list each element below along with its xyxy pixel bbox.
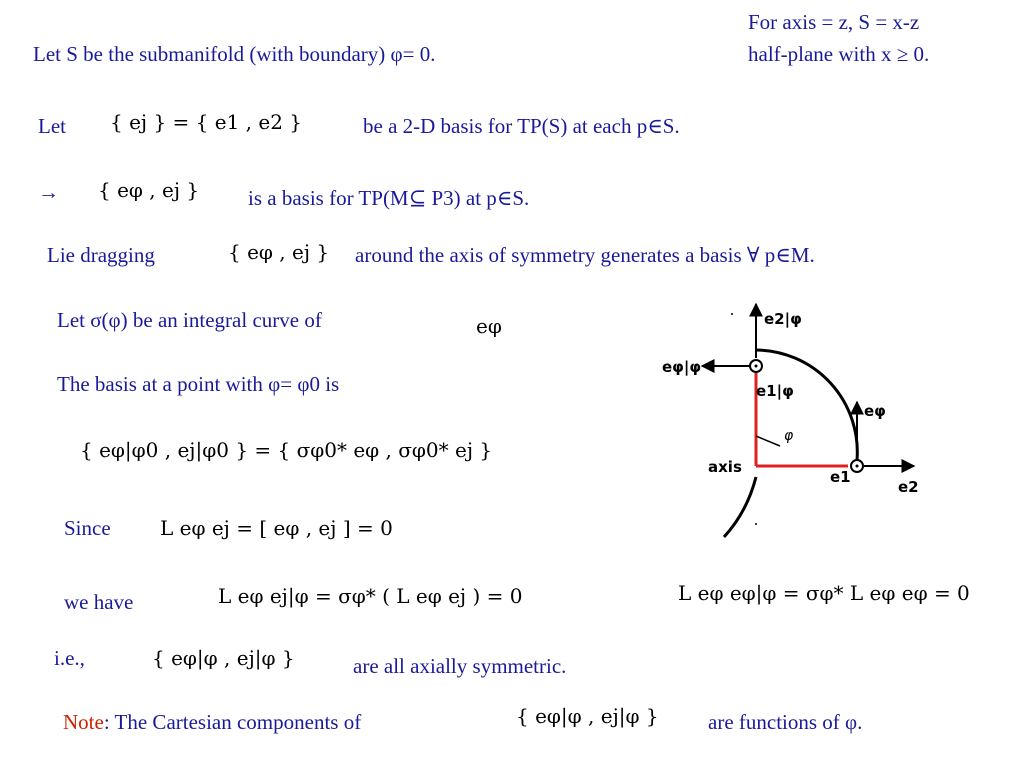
formula-pushforward-basis: { eφ|φ0 , ej|φ0 } = { σφ0* eφ , σφ0* ej } — [80, 438, 493, 462]
lower-arc — [724, 477, 756, 537]
label-e1-bottom: e1 — [830, 468, 851, 486]
symmetric-text: are all axially symmetric. — [353, 654, 567, 678]
formula-note-basis: { eφ|φ , ej|φ } — [516, 704, 659, 728]
ie-label: i.e., — [54, 646, 85, 670]
formula-ephi: eφ — [476, 314, 502, 338]
formula-we-have: L eφ ej|φ = σφ* ( L eφ ej ) = 0 — [218, 584, 523, 608]
basis-figure — [652, 292, 922, 554]
axis-note-line-2: half-plane with x ≥ 0. — [748, 42, 930, 66]
integral-curve-arc — [756, 350, 857, 460]
formula-lie-bracket: L eφ ej = [ eφ , ej ] = 0 — [160, 516, 393, 540]
formula-right: L eφ eφ|φ = σφ* L eφ eφ = 0 — [678, 581, 970, 605]
arrow-symbol: → — [38, 180, 59, 204]
note-line — [63, 712, 361, 733]
label-ephi-top: eφ|φ — [662, 358, 702, 376]
label-phi: φ — [784, 428, 794, 444]
formula-lie-basis: { eφ , ej } — [228, 240, 330, 264]
formula-basis-e1-e2: { ej } = { e1 , e2 } — [110, 110, 303, 134]
angle-line — [756, 436, 780, 446]
label-e2-bottom: e2 — [898, 478, 919, 496]
label-e2-top: e2|φ — [764, 310, 802, 328]
label-ephi-right: eφ — [864, 402, 886, 420]
note-text: : The Cartesian components of — [103, 710, 362, 734]
submanifold-statement: Let S be the submanifold (with boundary) φ= 0. — [33, 42, 436, 66]
we-have-label: we have — [64, 590, 134, 614]
let-label: Let — [38, 114, 66, 138]
formula-basis-ephi-ej: { eφ , ej } — [98, 178, 200, 202]
basis-at-point-text: The basis at a point with φ= φ0 is — [57, 372, 340, 396]
label-e1-mid: e1|φ — [756, 382, 794, 400]
lie-dragging-label: Lie dragging — [47, 243, 155, 267]
integral-curve-text: Let σ(φ) be an integral curve of — [57, 308, 322, 332]
around-axis-text: around the axis of symmetry generates a basis ∀ p∈M. — [355, 243, 815, 267]
since-label: Since — [64, 516, 111, 540]
functions-text: are functions of φ. — [708, 710, 863, 734]
label-axis: axis — [708, 458, 742, 476]
basis-S-text: be a 2-D basis for TP(S) at each p∈S. — [363, 114, 680, 138]
note-label: Note — [63, 710, 104, 734]
formula-ie-basis: { eφ|φ , ej|φ } — [152, 646, 295, 670]
basis-M-text: is a basis for TP(M⊆ P3) at p∈S. — [248, 186, 530, 210]
axis-note-line-1: For axis = z, S = x-z — [748, 10, 920, 34]
